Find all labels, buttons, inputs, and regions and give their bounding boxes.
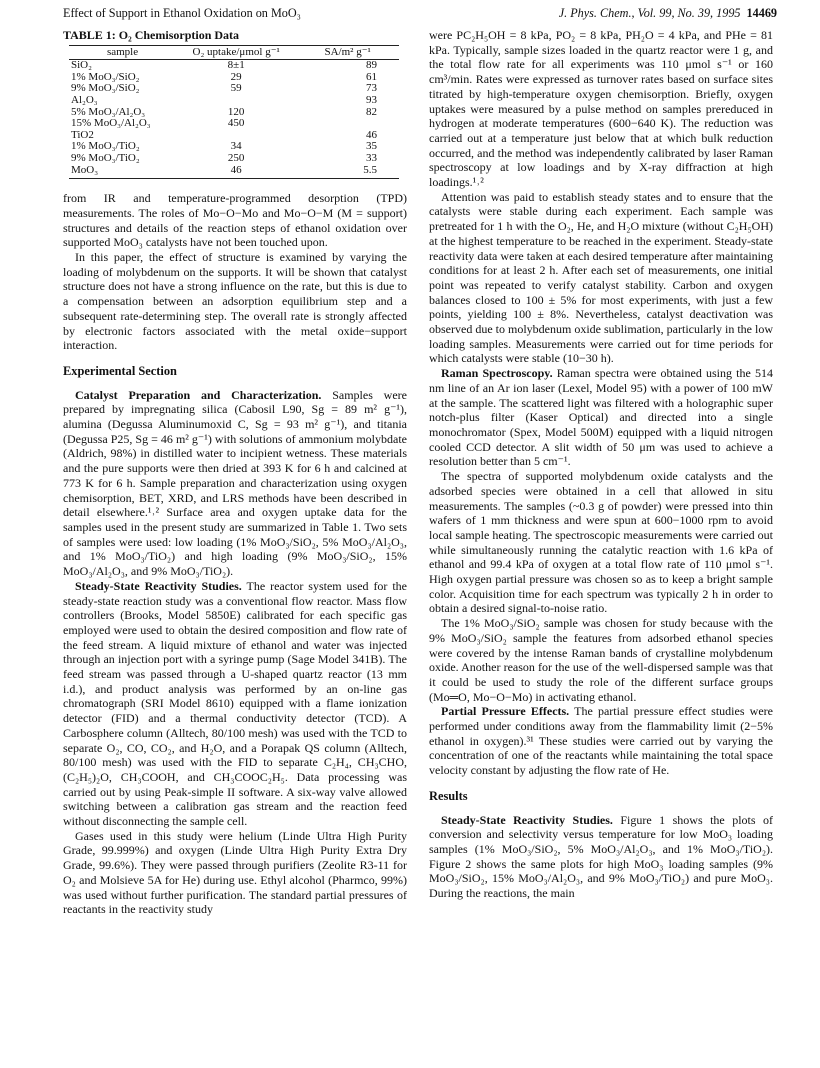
paragraph-text: Gases used in this study were helium (Linde Ultra High Purity Grade, 99.999%) and oxygen (Linde Ultra High Purity Extra Dry Grade, 99.6%). They were passed through purifiers (Zeolite R3-11 for O₂ and Molsieve 5A for He) during use. Ethyl alcohol (Pharmco, 99%) was used without further purification. The standard partial pressures of reactants in the reactivity study [63,828,407,917]
table-cell: 89 [366,59,377,72]
table-row [69,165,399,179]
paragraph-text: Raman spectra were obtained using the 514 nm line of an Ar ion laser (Lexel, Model 95) with a power of 100 mW at the sample. The scattered light was filtered with a holographic super notch-plus filter (Kaser Optical) and directed into a single monochromator (Spex, Model 500M) equipped with a liquid nitrogen cooled CCD detector. A slit width of 50 μm was used to achieve a resolution better than 5 cm⁻¹. [429,366,773,469]
run-in-heading: Steady-State Reactivity Studies. [441,812,613,827]
table-cell: Al₂O₃ [71,94,98,107]
running-head-title: Effect of Support in Ethanol Oxidation on MoO₃ [63,6,301,20]
journal-citation: J. Phys. Chem., Vol. 99, No. 39, 1995 [558,6,741,20]
table-row [69,153,399,165]
table-cell: 5% MoO₃/Al₂O₃ [71,105,146,118]
table-cell: 59 [230,82,242,95]
paragraph [63,191,407,250]
table-cell: 34 [230,140,242,153]
paragraph [429,28,773,190]
page-number: 14469 [746,6,777,20]
table-cell: MoO₃ [69,165,176,179]
results-text [429,813,773,901]
experimental-section-heading: Experimental Section [63,363,177,378]
run-in-heading: Catalyst Preparation and Characterization. [75,387,322,402]
intro-text [63,191,407,353]
table-cell: 93 [366,94,377,107]
column-header: O₂ uptake/μmol g⁻¹ [176,45,296,60]
table-cell: 1% MoO₃/SiO₂ [71,70,140,83]
paragraph [429,704,773,778]
table-cell: 61 [366,70,377,83]
table-cell: TiO2 [71,128,94,141]
run-in-heading: Steady-State Reactivity Studies. [75,578,242,593]
experimental-text [63,388,407,917]
methods-text [429,28,773,778]
paragraph-text: Attention was paid to establish steady states and to ensure that the catalysts were stable during each experiment. Each sample was pretreated for 1 h with the O₂, He, and H₂O mixture (without C₂H₅OH) at the highest temperature to be reached in the experiment. Steady-state reactivity data were taken at each desired temperature after maintaining conditions for at least 2 h. After each set of measurements, one initial point was repeated to verify catalyst stability. Carbon and oxygen balances closed to 100 ± 5% for most experiments, with just a few points, yielding 100 ± 8%. Nevertheless, catalyst deactivation was observed due to molybdenum oxide sublimation, particularly in the low loading samples. Measurements were carried out for time periods for which catalysts were stable (10−30 h). [429,189,773,366]
results-section-heading: Results [429,788,468,803]
table-row [69,118,399,130]
table-cell: 450 [227,117,245,130]
paragraph-text: The 1% MoO₃/SiO₂ sample was chosen for study because with the 9% MoO₃/SiO₂ sample the features from adsorbed ethanol species were covered by the intense Raman bands of crystalline molybdenum oxide. Another reason for the use of the well-dispersed sample was that it could be used to study the role of the different surface groups (Mo═O, Mo−O−Mo) in activating ethanol. [429,616,773,704]
right-column [429,28,773,901]
table-cell: 1% MoO₃/TiO₂ [71,140,140,153]
table-cell: 35 [366,140,377,153]
paragraph [63,829,407,917]
table-cell: 250 [227,152,245,165]
table-cell: 33 [366,152,377,165]
left-column [63,28,407,917]
table-body [69,60,399,179]
table-row [69,95,399,107]
paragraph [429,616,773,704]
run-in-heading: Partial Pressure Effects. [441,704,570,719]
table-cell: 29 [230,70,242,83]
table-row [69,83,399,95]
paragraph-text: The partial pressure effect studies were performed under conditions away from the flammability limit (2−5% ethanol in oxygen).³¹ These studies were carried out by varying the concentration of one of the reactants while maintaining the total space velocity constant by adjusting the flow rate of He. [429,704,773,778]
table-cell [296,118,399,130]
table-cell: 82 [366,105,377,118]
paragraph-text: The reactor system used for the steady-state reaction study was a conventional flow reactor. Mass flow controllers (Brooks, Model 5850E) calibrated for each specific gas employed were used to obtain the desired composition and flow rate of the feed stream. A liquid mixture of ethanol and water was injected through an injection port with a syringe pump (Sage Model 341B). The feed stream was passed through a U-shaped quartz reactor (13 mm i.d.), and product analysis was performed by an on-line gas chromatograph (SRI Model 8610) equipped with a flame ionization detector (FID) and a thermal conductivity detector (TCD). A Carbosphere column (Alltech, 80/100 mesh) was used with the TCD to separate O₂, CO, CO₂, and H₂O, and a Porapak QS column (Alltech, 80/100 mesh) was used with the FID to separate C₂H₄, CH₃CHO, (C₂H₅)₂O, CH₃COOH, and CH₃COOC₂H₅. Data processing was carried out by using Peak-simple II software. A six-way valve allowed switching between a calibration gas stream and the reaction feed without disconnecting the sample cell. [63,578,407,829]
running-head [63,4,777,22]
paragraph [429,813,773,901]
table-cell: SiO₂ [71,59,92,72]
paragraph [429,190,773,366]
journal-page [63,0,777,1068]
column-header: sample [69,45,176,60]
table-cell: 5.5 [296,165,399,179]
paragraph-text: Samples were prepared by impregnating silica (Cabosil L90, Sg = 89 m² g⁻¹), alumina (Degussa Aluminumoxid C, Sg = 93 m² g⁻¹), and titania (Degussa P25, Sg = 46 m² g⁻¹) with solutions of ammonium molybdate (Aldrich, 98%) in distilled water to incipient wetness. These materials and the pure supports were then dried at 393 K for 6 h and calcined at 773 K for 6 h. Sample preparation and characterization using oxygen chemisorption, BET, XRD, and LRS methods have been described in detail elsewhere.¹˒² Surface area and oxygen uptake data for the samples used in the present study are summarized in Table 1. Two sets of samples were used: low loading (1% MoO₃/SiO₂, 5% MoO₃/Al₂O₃, and 1% MoO₃/TiO₂) and high loading (9% MoO₃/SiO₂, 15% MoO₃/Al₂O₃, and 9% MoO₃/TiO₂). [63,387,407,579]
table-cell: 120 [227,105,245,118]
table-cell: 15% MoO₃/Al₂O₃ [71,117,151,130]
paragraph [63,250,407,353]
table-header-row [69,45,399,60]
table-cell: 46 [366,128,377,141]
paragraph-text: The spectra of supported molybdenum oxide catalysts and the adsorbed species were obtained in a cell that allowed in situ measurements. The samples (~0.3 g of powder) were pressed into thin wafers of 1 mm thickness and were spun at 600−1000 rpm to avoid local sample heating. The spectroscopic measurements were carried out while simultaneously running the catalytic reaction with 1.6 kPa of ethanol and 99.4 kPa of oxygen at a total flow rate of 110 μmol s⁻¹. High oxygen partial pressure was chosen so as to keep a bright sample color. Acquisition time for each spectrum was typically 2 h in order to obtain a desired signal-to-noise ratio. [429,469,773,616]
paragraph [429,469,773,616]
paragraph-text: In this paper, the effect of structure is examined by varying the loading of molybdenum on the supports. It will be shown that catalyst structure does not have a strong influence on the rate, but this is due to a compensation between an adsorption equilibrium step and a subsequent rate-determining step. The overall rate is strongly affected by electronic factors associated with the metal oxide−support interaction. [63,250,407,353]
table-1 [63,28,407,179]
column-header: SA/m² g⁻¹ [296,45,399,60]
table-title: TABLE 1: O₂ Chemisorption Data [63,28,240,42]
paragraph [429,366,773,469]
running-head-citation [559,4,777,22]
paragraph [63,579,407,829]
chemisorption-table [69,45,399,180]
run-in-heading: Raman Spectroscopy. [441,366,553,381]
paragraph [63,388,407,579]
table-cell: 8±1 [227,59,245,72]
table-cell [176,95,296,107]
table-cell: 46 [176,165,296,179]
table-cell: 9% MoO₃/TiO₂ [71,152,140,165]
table-cell: 9% MoO₃/SiO₂ [71,82,140,95]
paragraph-text: Figure 1 shows the plots of conversion and selectivity versus temperature for low MoO₃ loading samples (1% MoO₃/SiO₂, 5% MoO₃/Al₂O₃, and 1% MoO₃/TiO₂). Figure 2 shows the same plots for high MoO₃ loading samples (9% MoO₃/SiO₂, 15% MoO₃/Al₂O₃, and 9% MoO₃/TiO₂) and pure MoO₃. During the reactions, the main [429,812,773,901]
paragraph-text: were PC₂H₅OH = 8 kPa, PO₂ = 8 kPa, PH₂O = 4 kPa, and PHe = 81 kPa. Typically, sample sizes loaded in the quartz reactor were 1 g, and the total flow rate for all experiments was 110 μmol s⁻¹ or 160 cm³/min. Rates were expressed as turnover rates based on surface sites titrated by high-temperature oxygen chemisorption. Briefly, oxygen uptakes were measured by a pulse method on samples prereduced in hydrogen at moderate temperatures (600−640 K). The reduction was carried out at a temperature just below that at which bulk reduction occurred, and the method was independently calibrated by laser Raman spectroscopy at low loadings and by X-ray diffraction at high loadings.¹˒² [429,28,773,190]
paragraph-text: from IR and temperature-programmed desorption (TPD) measurements. The roles of Mo−O−Mo and Mo−O−M (M = support) structures and details of the reaction steps of ethanol oxidation over supported MoO₃ catalysts have not been touched upon. [63,191,407,250]
table-cell: 73 [366,82,377,95]
